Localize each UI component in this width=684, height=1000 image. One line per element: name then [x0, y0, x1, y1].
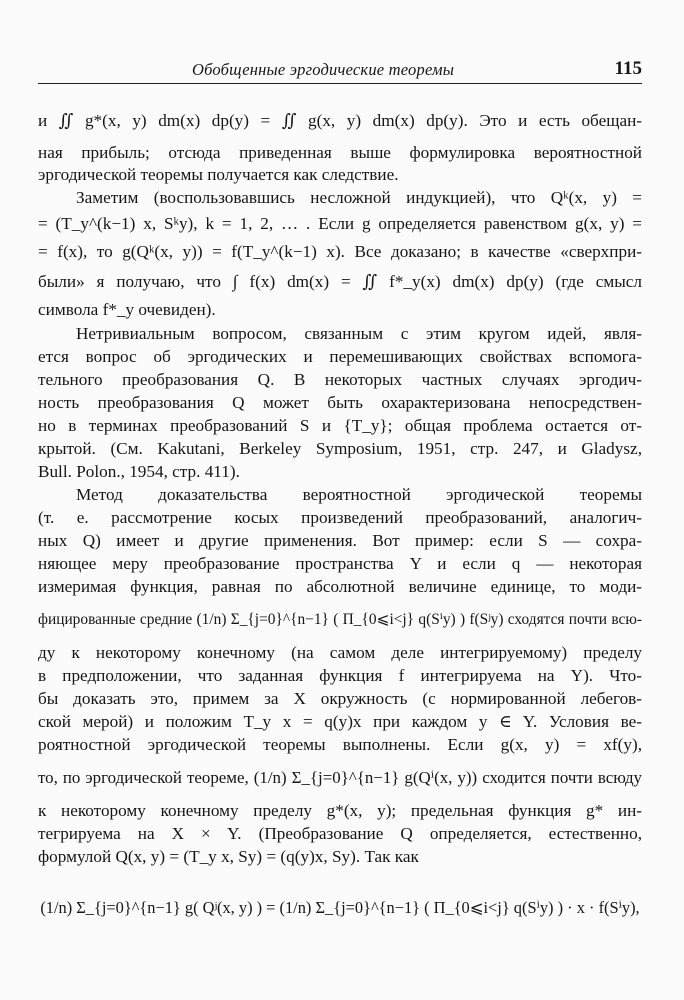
running-header	[38, 58, 642, 84]
header-rule	[38, 83, 642, 84]
text-line: Bull. Polon., 1954, стр. 411).	[38, 462, 240, 481]
running-title: Обобщенные эргодические теоремы	[192, 60, 455, 79]
text-line: ных Q) имеет и другие применения. Вот пример: если S — сохра-	[38, 531, 642, 550]
text-line: измеримая функция, равная по абсолютной величине единице, то моди-	[38, 577, 642, 596]
text-line: были» я получаю, что ∫ f(x) dm(x) = ∬ f*_y(x) dm(x) dp(y) (где смысл	[38, 272, 642, 291]
page-number: 115	[614, 58, 642, 79]
text-line: но в терминах преобразований S и {T_y}; общая проблема остается от-	[38, 416, 642, 435]
text-line: (т. е. рассмотрение косых произведений преобразований, аналогич-	[38, 508, 642, 527]
text-line: и ∬ g*(x, y) dm(x) dp(y) = ∬ g(x, y) dm(x) dp(y). Это и есть обещан-	[38, 111, 642, 130]
text-line: ется вопрос об эргодических и перемешивающих свойствах вспомога-	[38, 347, 642, 366]
text-line: в предположении, что заданная функция f интегрируема на Y). Что-	[38, 666, 642, 685]
text-line: ду к некоторому конечному (на самом деле интегрируемому) пределу	[38, 643, 642, 662]
text-line: = (T_y^(k−1) x, Sᵏy), k = 1, 2, … . Если g определяется равенством g(x, y) =	[38, 214, 642, 233]
text-line: эргодической теоремы получается как следствие.	[38, 165, 399, 184]
text-line: крытой. (См. Kakutani, Berkeley Symposium, 1951, стр. 247, и Gladysz,	[38, 439, 642, 458]
text-line: символа f*_y очевиден).	[38, 300, 216, 319]
text-line: то, по эргодической теореме, (1/n) Σ_{j=0}^{n−1} g(Qⁱ(x, y)) сходится почти всюду	[38, 768, 642, 787]
text-line: Заметим (воспользовавшись несложной индукцией), что Qᵏ(x, y) =	[76, 188, 642, 207]
text-line: формулой Q(x, y) = (T_y x, Sy) = (q(y)x, Sy). Так как	[38, 847, 419, 866]
text-line: тегрируема на X × Y. (Преобразование Q определяется, естественно,	[38, 824, 642, 843]
text-line: ная прибыль; отсюда приведенная выше формулировка вероятностной	[38, 143, 642, 162]
text-line: Метод доказательства вероятностной эргодической теоремы	[76, 485, 642, 504]
text-line: тельного преобразования Q. В некоторых частных случаях эргодич-	[38, 370, 642, 389]
text-line: бы доказать это, примем за X окружность (с нормированной лебегов-	[38, 689, 642, 708]
text-line: к некоторому конечному пределу g*(x, y); предельная функция g* ин-	[38, 801, 642, 820]
display-formula: (1/n) Σ_{j=0}^{n−1} g( Qʲ(x, y) ) = (1/n) Σ_{j=0}^{n−1} ( Π_{0⩽i<j} q(Sⁱy) ) · x · f(Sⁱy),	[40, 898, 640, 917]
text-line: роятностной эргодической теоремы выполнены. Если g(x, y) = xf(y),	[38, 735, 642, 754]
text-line: няющее меру преобразование пространства Y и если q — некоторая	[38, 554, 642, 573]
text-line: ность преобразования Q может быть охарактеризована непосредствен-	[38, 393, 642, 412]
text-line: = f(x), то g(Qᵏ(x, y)) = f(T_y^(k−1) x). Все доказано; в качестве «сверхпри-	[38, 242, 642, 261]
text-line: ской мерой) и положим T_y x = q(y)x при каждом y ∈ Y. Условия ве-	[38, 712, 642, 731]
text-line: фицированные средние (1/n) Σ_{j=0}^{n−1} ( Π_{0⩽i<j} q(Sⁱy) ) f(Sʲy) сходятся почти всю-	[38, 611, 642, 628]
text-line: Нетривиальным вопросом, связанным с этим кругом идей, явля-	[76, 324, 642, 343]
